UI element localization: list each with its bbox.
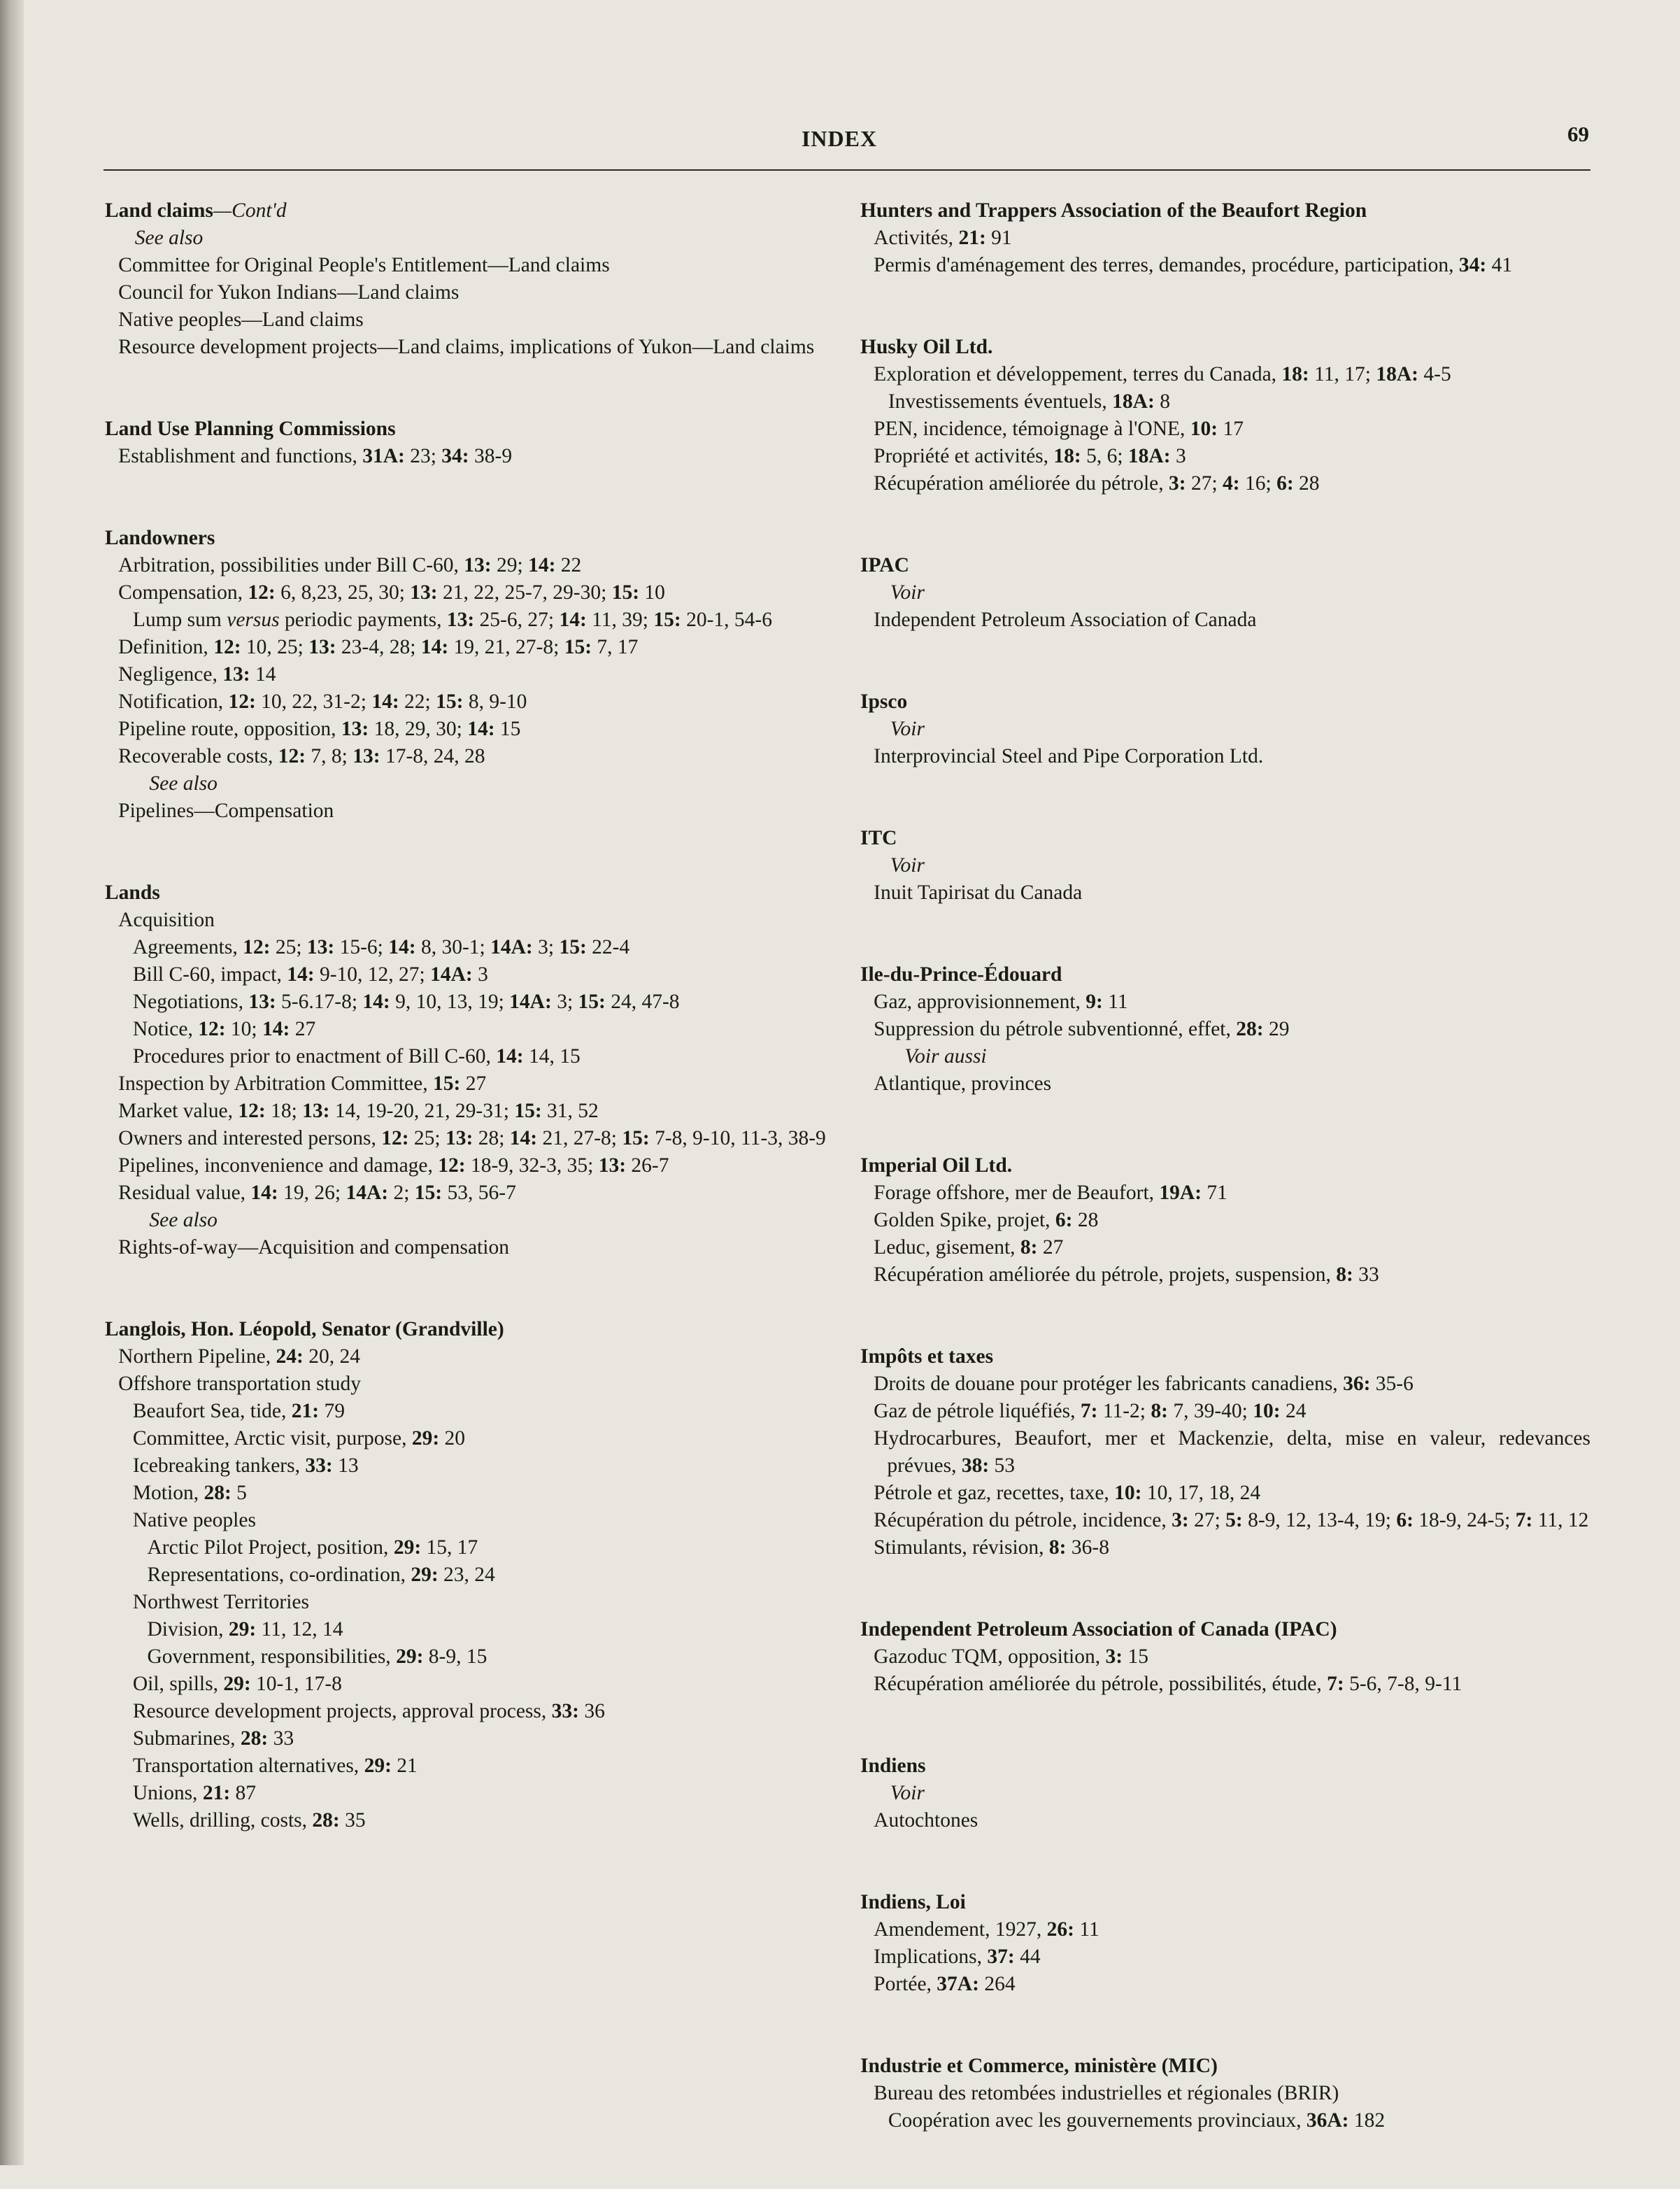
index-subentry: Amendement, 1927, 26: 11 (874, 1918, 1099, 1941)
index-entry (860, 688, 1590, 770)
index-heading (860, 1752, 1590, 1780)
index-subentry: Inspection by Arbitration Committee, 15: 27 (118, 1072, 487, 1095)
index-entry (860, 825, 1590, 907)
index-entry (105, 879, 830, 1261)
index-subentry: Stimulants, révision, 8: 36-8 (874, 1536, 1109, 1559)
index-subentry: Récupération améliorée du pétrole, projets, suspension, 8: 33 (874, 1263, 1379, 1286)
index-subentry: Portée, 37A: 264 (874, 1973, 1016, 1995)
index-subentry: Investissements éventuels, 18A: 8 (888, 390, 1170, 413)
index-entry (105, 197, 830, 361)
index-subentry: Oil, spills, 29: 10-1, 17-8 (132, 1673, 342, 1695)
index-subentry: Gaz, approvisionnement, 9: 11 (874, 991, 1128, 1013)
index-heading-text: IPAC (860, 554, 909, 576)
index-subentry: Icebreaking tankers, 33: 13 (132, 1454, 359, 1477)
index-subentry: Council for Yukon Indians—Land claims (118, 281, 460, 304)
index-subentry: Negotiations, 13: 5-6.17-8; 14: 9, 10, 13, 19; 14A: 3; 15: 24, 47-8 (132, 991, 680, 1013)
index-heading (860, 961, 1590, 989)
index-subentry: Northwest Territories (132, 1591, 310, 1613)
index-subentry: PEN, incidence, témoignage à l'ONE, 10: 17 (874, 418, 1244, 440)
index-heading (105, 416, 830, 443)
index-heading-text: Indiens, Loi (860, 1891, 966, 1913)
index-subentry: Pipelines—Compensation (118, 800, 334, 822)
index-subentry: Suppression du pétrole subventionné, effet, 28: 29 (874, 1018, 1290, 1040)
index-entry (860, 1343, 1590, 1561)
index-subentry: Rights-of-way—Acquisition and compensation (118, 1236, 509, 1259)
index-entry (860, 1152, 1590, 1289)
index-subentry: Agreements, 12: 25; 13: 15-6; 14: 8, 30-1; 14A: 3; 15: 22-4 (132, 936, 630, 958)
index-subentry: Beaufort Sea, tide, 21: 79 (132, 1400, 345, 1422)
index-heading-text: Langlois, Hon. Léopold, Senator (Grandville) (105, 1318, 504, 1340)
index-heading-text: Land claims (105, 199, 213, 222)
index-heading-text: Hunters and Trappers Association of the Beaufort Region (860, 199, 1367, 222)
index-subentry: Exploration et développement, terres du Canada, 18: 11, 17; 18A: 4-5 (874, 363, 1451, 385)
index-heading-text: Impôts et taxes (860, 1345, 994, 1368)
index-heading-text: Independent Petroleum Association of Canada (IPAC) (860, 1618, 1337, 1641)
index-subentry: Resource development projects, approval process, 33: 36 (132, 1700, 605, 1722)
index-entry (860, 334, 1590, 497)
index-heading (105, 197, 830, 225)
index-column-left (105, 197, 830, 1889)
index-subentry: Market value, 12: 18; 13: 14, 19-20, 21, 29-31; 15: 31, 52 (118, 1100, 599, 1122)
cross-reference-label: See also (149, 772, 218, 795)
index-entry (860, 961, 1590, 1098)
index-subentry: Propriété et activités, 18: 5, 6; 18A: 3 (874, 445, 1186, 467)
index-entry (860, 1752, 1590, 1834)
index-heading-text: Ile-du-Prince-Édouard (860, 963, 1062, 986)
index-subentry: Arctic Pilot Project, position, 29: 15, 17 (147, 1536, 478, 1559)
index-subentry: Negligence, 13: 14 (118, 663, 276, 686)
index-subentry: Bureau des retombées industrielles et régionales (BRIR) (874, 2082, 1339, 2104)
index-subentry: Owners and interested persons, 12: 25; 13: 28; 14: 21, 27-8; 15: 7-8, 9-10, 11-3, 38-9 (118, 1127, 826, 1149)
index-subentry: Transportation alternatives, 29: 21 (132, 1755, 418, 1777)
index-subentry: Arbitration, possibilities under Bill C-60, 13: 29; 14: 22 (118, 554, 582, 576)
index-entry (105, 416, 830, 470)
index-subentry: Coopération avec les gouvernements provinciaux, 36A: 182 (888, 2109, 1386, 2132)
index-subentry: Leduc, gisement, 8: 27 (874, 1236, 1064, 1259)
index-subentry: Récupération du pétrole, incidence, 3: 27; 5: 8-9, 12, 13-4, 19; 6: 18-9, 24-5; 7: 11, 12 (874, 1509, 1589, 1531)
index-subentry: Acquisition (118, 909, 215, 931)
index-subentry: Récupération améliorée du pétrole, possibilités, étude, 7: 5-6, 7-8, 9-11 (874, 1673, 1462, 1695)
cross-reference-label: Voir aussi (904, 1045, 987, 1068)
index-subentry: Resource development projects—Land claims, implications of Yukon—Land claims (118, 336, 815, 358)
index-subentry: Representations, co-ordination, 29: 23, 24 (147, 1564, 495, 1586)
index-heading-text: Lands (105, 881, 160, 904)
index-entry (860, 1616, 1590, 1698)
index-entry (860, 1889, 1590, 1998)
index-subentry: Definition, 12: 10, 25; 13: 23-4, 28; 14: 19, 21, 27-8; 15: 7, 17 (118, 636, 639, 658)
index-heading (860, 1616, 1590, 1643)
cross-reference-label: Voir (890, 854, 925, 877)
index-subentry: Autochtones (874, 1809, 978, 1832)
index-subentry: Committee, Arctic visit, purpose, 29: 20 (132, 1427, 466, 1450)
index-heading (860, 1343, 1590, 1370)
index-heading (105, 525, 830, 552)
index-subentry: Residual value, 14: 19, 26; 14A: 2; 15: 53, 56-7 (118, 1182, 516, 1204)
index-heading (105, 1316, 830, 1343)
index-subentry: Independent Petroleum Association of Canada (874, 609, 1257, 631)
index-subentry: Gazoduc TQM, opposition, 3: 15 (874, 1645, 1148, 1668)
index-heading-text: Landowners (105, 527, 215, 549)
index-entry (105, 1316, 830, 1834)
index-heading (860, 334, 1590, 361)
index-subentry: Native peoples—Land claims (118, 309, 364, 331)
index-subentry: Establishment and functions, 31A: 23; 34: 38-9 (118, 445, 513, 467)
index-subentry: Procedures prior to enactment of Bill C-60, 14: 14, 15 (132, 1045, 581, 1068)
index-subentry: Lump sum versus periodic payments, 13: 25-6, 27; 14: 11, 39; 15: 20-1, 54-6 (132, 609, 772, 631)
index-heading-text: Industrie et Commerce, ministère (MIC) (860, 2055, 1218, 2077)
index-subentry: Pétrole et gaz, recettes, taxe, 10: 10, 17, 18, 24 (874, 1482, 1261, 1504)
header-rule (104, 169, 1590, 171)
page-binding-edge (0, 0, 24, 2165)
index-heading (860, 688, 1590, 716)
index-heading-text: Ipsco (860, 690, 908, 713)
index-subentry: Division, 29: 11, 12, 14 (147, 1618, 343, 1641)
index-subentry: Northern Pipeline, 24: 20, 24 (118, 1345, 360, 1368)
index-subentry: Motion, 28: 5 (132, 1482, 247, 1504)
index-subentry: Committee for Original People's Entitlement—Land claims (118, 254, 610, 276)
index-column-right (860, 197, 1590, 2189)
index-subentry: Government, responsibilities, 29: 8-9, 15 (147, 1645, 487, 1668)
index-subentry: Atlantique, provinces (874, 1072, 1052, 1095)
cross-reference-label: Voir (890, 581, 925, 604)
index-subentry: Native peoples (132, 1509, 256, 1531)
index-subentry: Offshore transportation study (118, 1373, 362, 1395)
index-subentry: Notice, 12: 10; 14: 27 (132, 1018, 316, 1040)
index-subentry: Récupération améliorée du pétrole, 3: 27; 4: 16; 6: 28 (874, 472, 1320, 495)
cross-reference-label: Voir (890, 1782, 925, 1804)
index-heading (860, 825, 1590, 852)
index-subentry: Golden Spike, projet, 6: 28 (874, 1209, 1099, 1231)
page-title: INDEX (801, 126, 878, 151)
index-subentry: Droits de douane pour protéger les fabricants canadiens, 36: 35-6 (874, 1373, 1414, 1395)
index-subentry: Interprovincial Steel and Pipe Corporation Ltd. (874, 745, 1264, 767)
index-entry (860, 197, 1590, 279)
index-heading-text: Land Use Planning Commissions (105, 418, 396, 440)
index-heading-text: ITC (860, 827, 897, 849)
cross-reference-label: See also (134, 227, 204, 249)
index-entry (860, 2053, 1590, 2134)
index-subentry: Submarines, 28: 33 (132, 1727, 294, 1750)
page-number: 69 (1567, 122, 1589, 146)
index-subentry: Pipeline route, opposition, 13: 18, 29, 30; 14: 15 (118, 718, 521, 740)
index-heading-text: Imperial Oil Ltd. (860, 1154, 1013, 1177)
cross-reference-label: Voir (890, 718, 925, 740)
index-subentry: Hydrocarbures, Beaufort, mer et Mackenzie, delta, mise en valeur, redevances prévues, 38: 53 (874, 1427, 1590, 1477)
index-heading (860, 2053, 1590, 2080)
index-subentry: Implications, 37: 44 (874, 1946, 1041, 1968)
index-subentry: Notification, 12: 10, 22, 31-2; 14: 22; 15: 8, 9-10 (118, 690, 527, 713)
index-heading (860, 197, 1590, 225)
index-subentry: Compensation, 12: 6, 8,23, 25, 30; 13: 21, 22, 25-7, 29-30; 15: 10 (118, 581, 665, 604)
index-heading (860, 1152, 1590, 1179)
cross-reference-label: See also (149, 1209, 218, 1231)
index-heading (860, 1889, 1590, 1916)
index-heading-text: Husky Oil Ltd. (860, 336, 993, 358)
index-subentry: Bill C-60, impact, 14: 9-10, 12, 27; 14A: 3 (132, 963, 488, 986)
index-entry (105, 525, 830, 825)
index-entry (860, 552, 1590, 634)
index-heading-continued: —Cont'd (213, 199, 287, 222)
index-subentry: Unions, 21: 87 (132, 1782, 257, 1804)
index-heading (860, 552, 1590, 579)
index-heading (105, 879, 830, 907)
index-subentry: Activités, 21: 91 (874, 227, 1012, 249)
index-subentry: Recoverable costs, 12: 7, 8; 13: 17-8, 24, 28 (118, 745, 485, 767)
index-subentry: Inuit Tapirisat du Canada (874, 881, 1083, 904)
index-subentry: Permis d'aménagement des terres, demandes, procédure, participation, 34: 41 (874, 254, 1513, 276)
index-subentry: Gaz de pétrole liquéfiés, 7: 11-2; 8: 7, 39-40; 10: 24 (874, 1400, 1307, 1422)
index-subentry: Pipelines, inconvenience and damage, 12: 18-9, 32-3, 35; 13: 26-7 (118, 1154, 669, 1177)
index-heading-text: Indiens (860, 1755, 926, 1777)
index-subentry: Wells, drilling, costs, 28: 35 (132, 1809, 366, 1832)
index-subentry: Forage offshore, mer de Beaufort, 19A: 71 (874, 1182, 1227, 1204)
